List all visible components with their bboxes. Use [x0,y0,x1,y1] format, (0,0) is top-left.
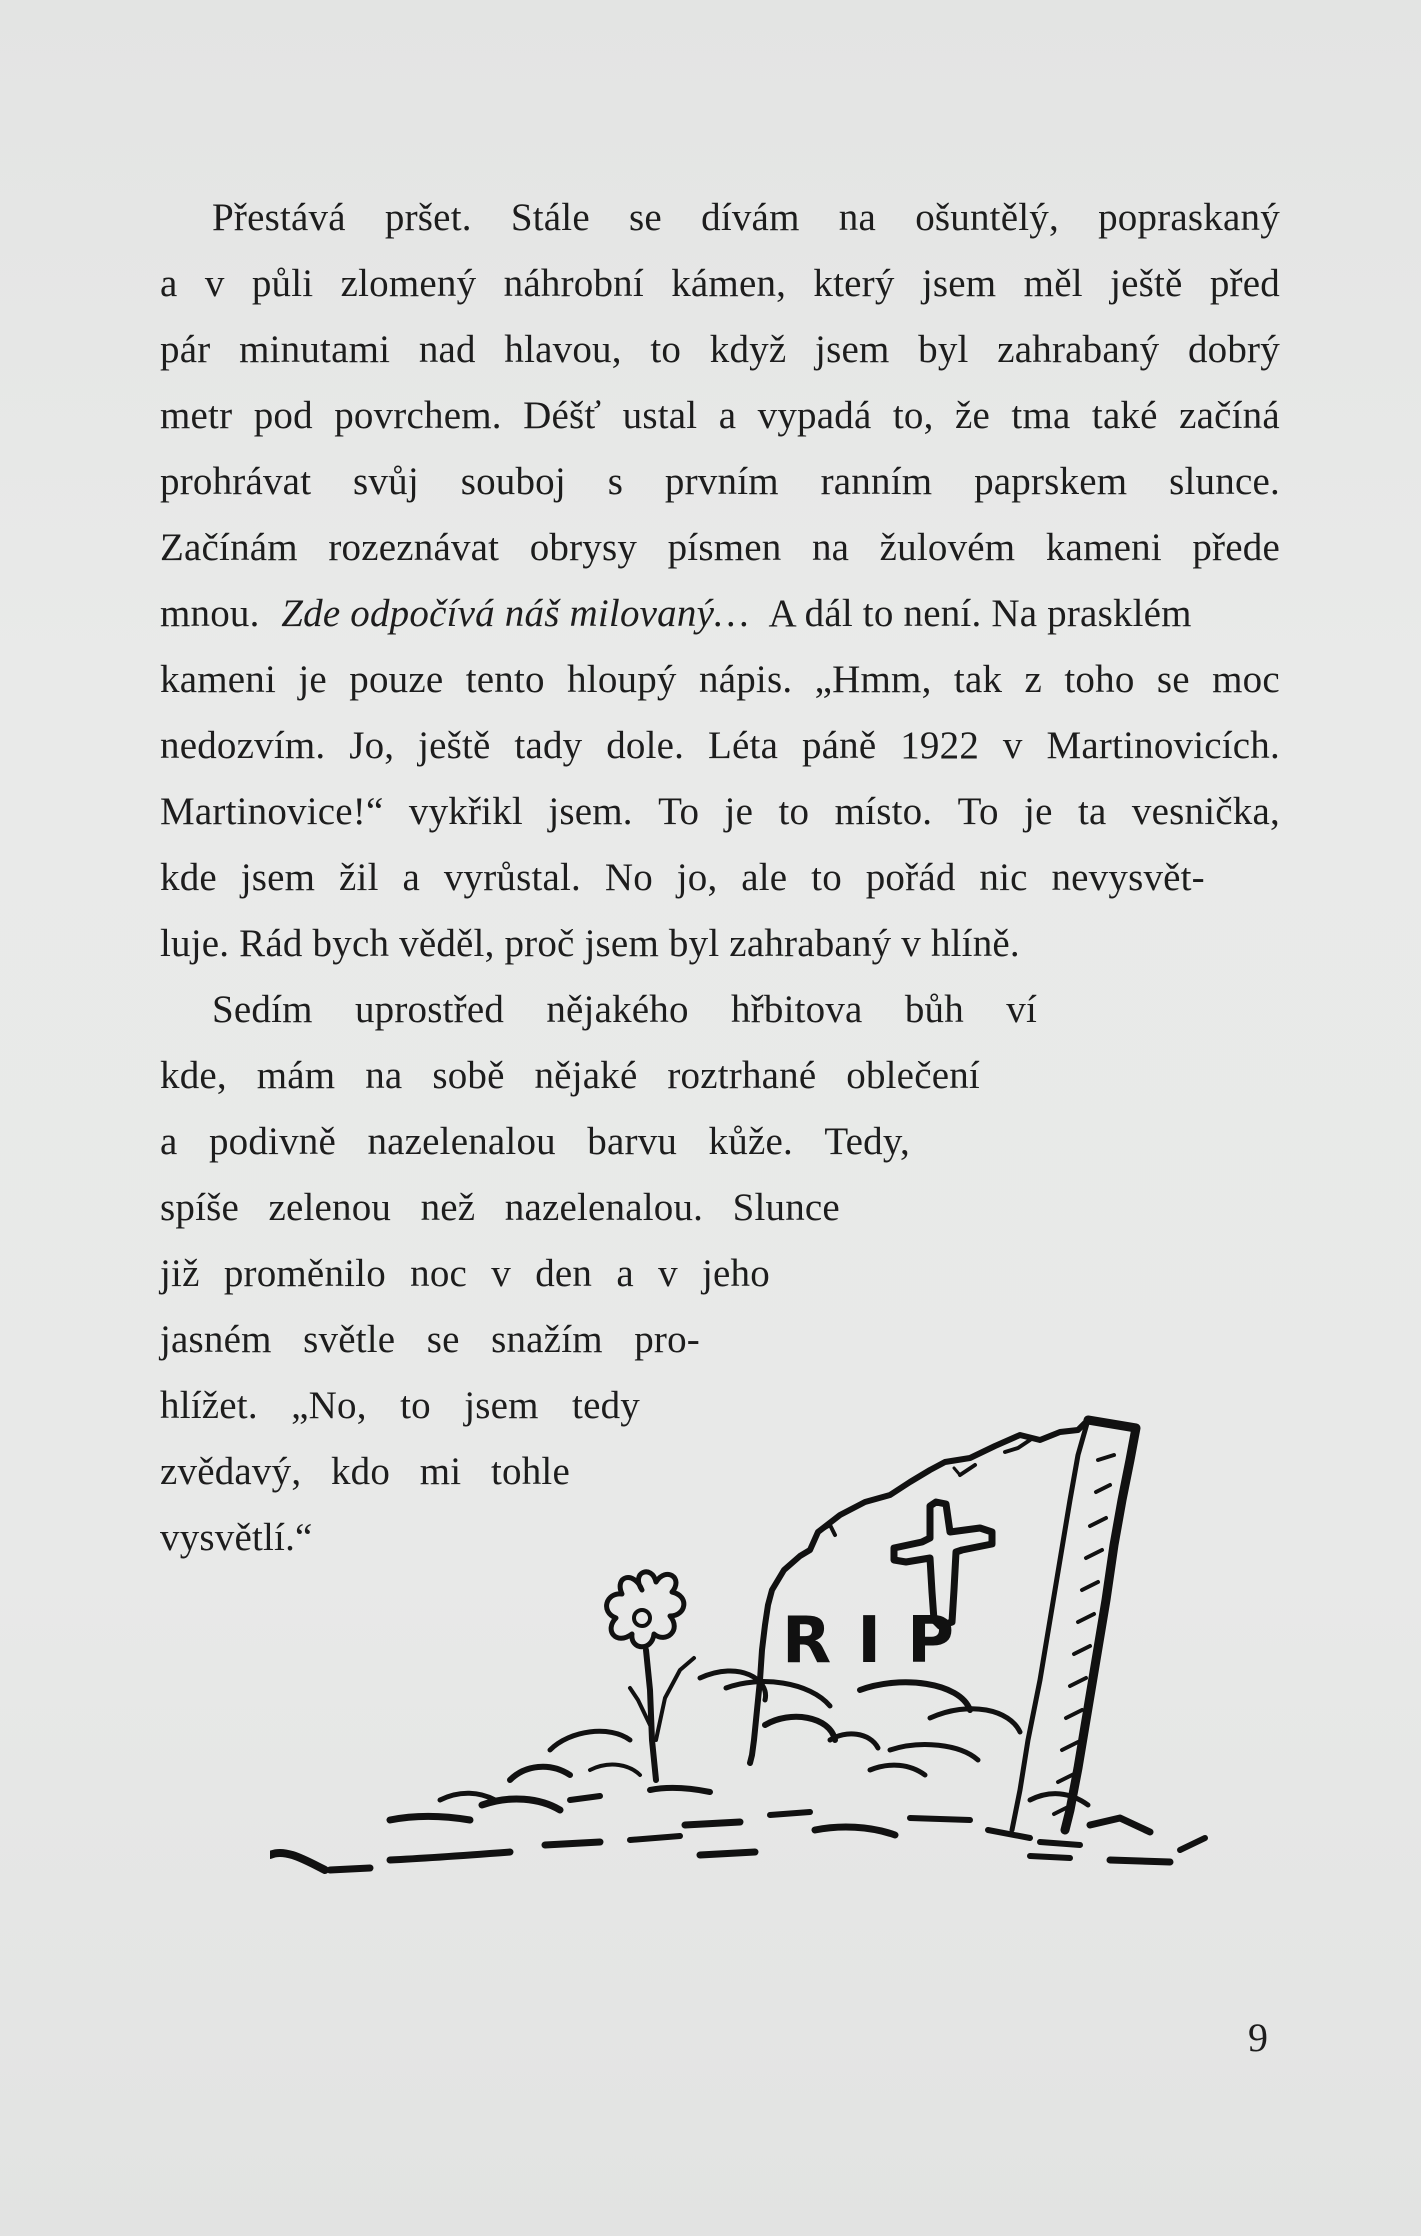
word: a [718,394,737,437]
word: jsem. [548,790,633,833]
word: pořád [865,856,956,899]
word: s [607,460,624,503]
word: v [1002,724,1023,767]
word: to [650,328,682,371]
word: pod [253,394,313,437]
word: který [813,262,895,305]
word: noc [410,1252,468,1295]
word: ale [741,856,788,899]
word: než [420,1186,476,1229]
word: hřbitova [731,988,863,1031]
word: měl [1023,262,1083,305]
word: dobrý [1187,328,1280,371]
word: Jo, [349,724,395,767]
word: jasném [160,1318,272,1361]
text-line [160,660,1280,699]
word: vypadá [757,394,872,437]
word: mám [256,1054,336,1097]
word: nazelenalou [367,1120,556,1163]
word: byl [918,328,969,371]
text-line [160,396,1280,435]
word: tohle [490,1450,570,1493]
word: svůj [353,460,419,503]
tombstone-inscription: RIP [782,1604,980,1678]
word: Slunce [732,1186,840,1229]
word: nic [979,856,1028,899]
word: Sedím [212,988,313,1031]
text-fragment: mnou. [160,592,260,635]
word: „Hmm, [814,658,932,701]
word: 1922 [900,724,980,767]
word: hlavou, [504,328,622,371]
word: z [1024,658,1043,701]
word: jsem [240,856,316,899]
word: kde [160,856,217,899]
word: začíná [1179,394,1280,437]
text-line [160,792,1280,831]
word: tak [953,658,1003,701]
word: Martinovice!“ [160,790,384,833]
word: metr [160,394,233,437]
word: nedozvím. [160,724,326,767]
text-line [160,330,1280,369]
word: ustal [622,394,698,437]
word: jeho [702,1252,770,1295]
word: kdo [330,1450,391,1493]
word: hloupý [567,658,677,701]
text-line [160,1056,980,1095]
flower-icon [607,1572,694,1780]
word: již [160,1252,200,1295]
word: ještě [1110,262,1183,305]
word: ví [1006,988,1037,1031]
word: slunce. [1169,460,1280,503]
word: nápis. [699,658,793,701]
word: jsem [921,262,997,305]
text-line [212,990,1037,1029]
text-line [160,264,1280,303]
word: v [491,1252,511,1295]
word: hlížet. [160,1384,258,1427]
rip-text [782,1604,980,1678]
word: kde, [160,1054,227,1097]
word: tedy [572,1384,640,1427]
word: zvědavý, [160,1450,302,1493]
word: dole. [606,724,685,767]
word: zelenou [268,1186,392,1229]
word: kameni [1045,526,1162,569]
word: Přestává [212,196,346,239]
word: pro- [634,1318,700,1361]
page-number: 9 [1248,2015,1268,2060]
word: ošuntělý, [915,196,1059,239]
text-line: luje. Rád bych věděl, proč jsem byl zahrabaný v hlíně. [160,922,1020,965]
word: vyrůstal. [443,856,582,899]
text-line [160,726,1280,765]
word: To [957,790,999,833]
word: obrysy [529,526,638,569]
word: na [811,526,850,569]
word: ranním [820,460,933,503]
word: v [204,262,225,305]
word: zlomený [340,262,477,305]
word: pár [160,328,211,371]
word: a [160,1120,178,1163]
word: Déšť [523,394,602,437]
text-line [160,528,1280,567]
word: kámen, [671,262,787,305]
word: místo. [834,790,933,833]
word: mi [419,1450,462,1493]
word: žulovém [879,526,1016,569]
word: tady [514,724,583,767]
word: se [629,196,662,239]
word: jo, [676,856,718,899]
word: Martinovicích. [1046,724,1280,767]
text-fragment: A dál to není. Na prasklém [768,592,1192,635]
word: také [1091,394,1158,437]
word: Začínám [160,526,298,569]
word: to [811,856,842,899]
word: vesnička, [1131,790,1280,833]
word: paprskem [974,460,1128,503]
word: barvu [587,1120,678,1163]
word: před [1209,262,1280,305]
word: písmen [667,526,782,569]
word: přede [1192,526,1280,569]
word: na [365,1054,403,1097]
word: v [658,1252,678,1295]
text-line: vysvětlí.“ [160,1516,313,1559]
tombstone-outline [750,1420,1088,1763]
word: nad [418,328,476,371]
word: kůže. [708,1120,793,1163]
word: prohrávat [160,460,312,503]
word: a [160,262,178,305]
word: nějakého [546,988,689,1031]
word: povrchem. [334,394,502,437]
text-line [212,198,1280,237]
word: to, [892,394,934,437]
word: To [658,790,700,833]
word: zahrabaný [997,328,1160,371]
word: pouze [349,658,444,701]
word: dívám [701,196,800,239]
word: roztrhané [667,1054,817,1097]
word: kameni [160,658,276,701]
word: to [400,1384,431,1427]
word: páně [801,724,877,767]
word: souboj [460,460,566,503]
word: oblečení [846,1054,980,1097]
word: toho [1064,658,1135,701]
word: náhrobní [503,262,644,305]
word: sobě [432,1054,505,1097]
word: že [954,394,990,437]
word: ještě [418,724,491,767]
word: podivně [208,1120,336,1163]
word: den [535,1252,593,1295]
word: na [838,196,877,239]
word: moc [1212,658,1280,701]
word: vykřikl [408,790,523,833]
tombstone-illustration [270,1270,1230,1880]
word: to [778,790,810,833]
word: nevysvět- [1051,856,1205,899]
word: žil [339,856,379,899]
word: prvním [664,460,779,503]
tombstone-icon [270,1270,1230,1880]
word: uprostřed [354,988,505,1031]
word: tento [465,658,545,701]
word: je [298,658,327,701]
word: světle [303,1318,396,1361]
word: je [1024,790,1053,833]
word: když [709,328,787,371]
text-line [160,858,1205,897]
inscription-text: Zde odpočívá náš milovaný… [281,592,749,635]
word: pršet. [384,196,472,239]
word: rozeznávat [328,526,500,569]
text-line [160,1122,910,1161]
word: se [1156,658,1190,701]
word: No [604,856,653,899]
word: je [724,790,754,833]
word: „No, [291,1384,367,1427]
text-line [160,462,1280,501]
word: jsem [815,328,890,371]
word: ta [1077,790,1107,833]
word: se [426,1318,460,1361]
word: bůh [904,988,964,1031]
word: a [616,1252,634,1295]
word: Léta [708,724,779,767]
word: a [402,856,420,899]
text-line-mixed [160,594,1280,633]
word: popraskaný [1098,196,1280,239]
word: nějaké [534,1054,638,1097]
grave-mound-icon [270,1671,1205,1870]
word: tma [1011,394,1071,437]
word: nazelenalou. [504,1186,704,1229]
word: proměnilo [223,1252,386,1295]
word: minutami [239,328,391,371]
word: spíše [160,1186,239,1229]
text-line [160,1188,840,1227]
word: snažím [491,1318,603,1361]
word: Stále [510,196,590,239]
word: jsem [464,1384,539,1427]
word: Tedy, [824,1120,910,1163]
word: půli [251,262,314,305]
